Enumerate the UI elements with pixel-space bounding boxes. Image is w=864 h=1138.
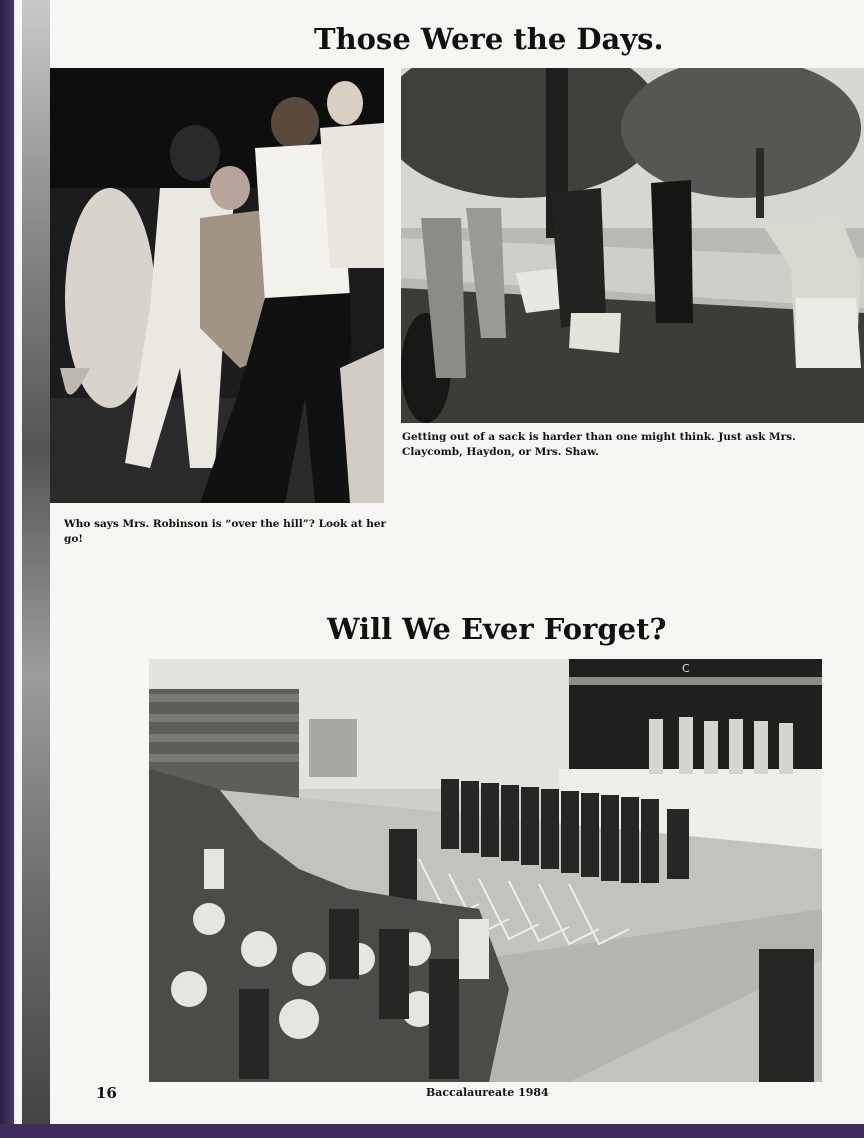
section-heading-top: Those Were the Days.	[314, 22, 664, 56]
sack-race-photo	[401, 68, 864, 423]
page-bottom-edge	[0, 1124, 864, 1138]
sack-race-caption: Getting out of a sack is harder than one might think. Just ask Mrs. Claycomb, Haydon, or Mrs. Shaw.	[402, 431, 796, 458]
footer-label: Baccalaureate 1984	[426, 1086, 549, 1099]
binding-spine	[0, 0, 14, 1138]
section-heading-middle: Will We Ever Forget?	[327, 612, 667, 646]
page-number: 16	[96, 1084, 117, 1102]
dance-photo	[50, 68, 384, 503]
baccalaureate-photo	[149, 659, 822, 1082]
dance-caption: Who says Mrs. Robinson is “over the hill”? Look at her go!	[64, 518, 387, 545]
adjacent-page-edge	[22, 0, 50, 1124]
stage-letter: C	[682, 662, 690, 675]
